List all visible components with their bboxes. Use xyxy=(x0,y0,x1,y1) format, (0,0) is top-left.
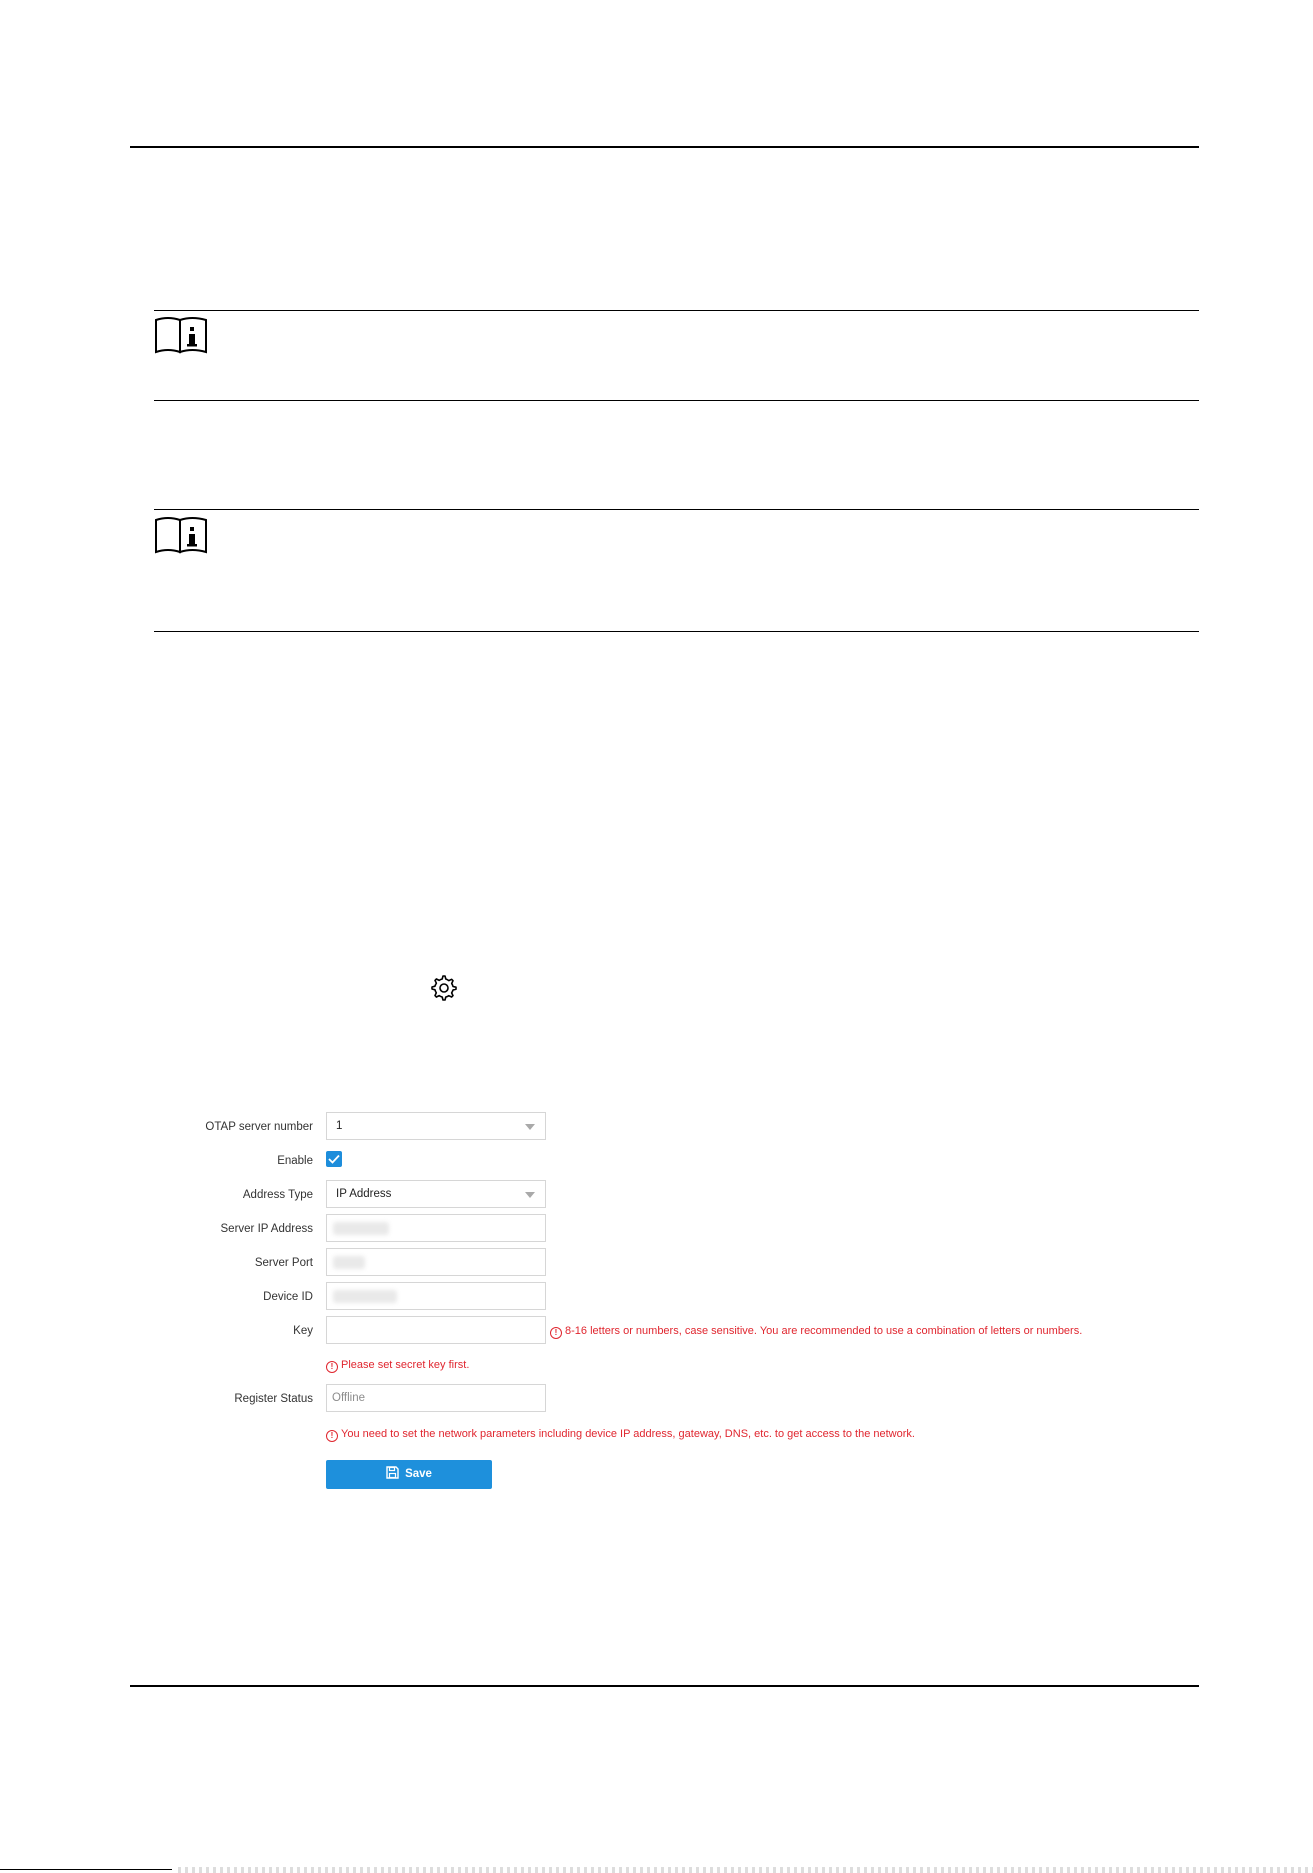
footer-edge-line xyxy=(0,1869,172,1870)
footer-rule xyxy=(130,1685,1199,1687)
redacted-value xyxy=(333,1256,365,1269)
server-port-label: Server Port xyxy=(254,1257,313,1269)
otap-server-number-value: 1 xyxy=(336,1120,343,1132)
otap-server-number-select[interactable] xyxy=(326,1112,546,1140)
chevron-down-icon xyxy=(525,1192,535,1198)
warning-circle-icon: ! xyxy=(326,1430,338,1442)
server-ip-address-input[interactable] xyxy=(326,1214,546,1242)
register-status-label: Register Status xyxy=(234,1393,313,1405)
device-id-label: Device ID xyxy=(263,1291,313,1303)
address-type-value: IP Address xyxy=(336,1188,392,1200)
otap-server-number-label: OTAP server number xyxy=(205,1121,313,1133)
save-button[interactable] xyxy=(326,1460,492,1489)
redacted-value xyxy=(333,1290,397,1303)
enable-checkbox[interactable] xyxy=(326,1151,342,1167)
address-type-label: Address Type xyxy=(242,1189,313,1201)
chevron-down-icon xyxy=(525,1124,535,1130)
save-button-label: Save xyxy=(405,1468,432,1480)
register-status-field: Offline xyxy=(326,1384,546,1412)
key-input[interactable] xyxy=(326,1316,546,1344)
enable-label: Enable xyxy=(277,1155,313,1167)
address-type-select[interactable] xyxy=(326,1180,546,1208)
key-label: Key xyxy=(293,1325,313,1337)
warning-circle-icon: ! xyxy=(550,1327,562,1339)
save-floppy-icon xyxy=(386,1466,399,1479)
register-status-warning: ! You need to set the network parameters including device IP address, gateway, DNS, etc. to get access to the network. xyxy=(326,1427,915,1442)
server-port-input[interactable] xyxy=(326,1248,546,1276)
server-ip-address-label: Server IP Address xyxy=(220,1223,313,1235)
device-id-input[interactable] xyxy=(326,1282,546,1310)
key-error: ! Please set secret key first. xyxy=(326,1358,469,1373)
redacted-value xyxy=(333,1222,389,1235)
footer-artifact xyxy=(178,1867,1313,1873)
key-hint: ! 8-16 letters or numbers, case sensitive. You are recommended to use a combination of letters or numbers. xyxy=(550,1324,1082,1339)
warning-circle-icon: ! xyxy=(326,1361,338,1373)
check-icon xyxy=(328,1154,340,1164)
